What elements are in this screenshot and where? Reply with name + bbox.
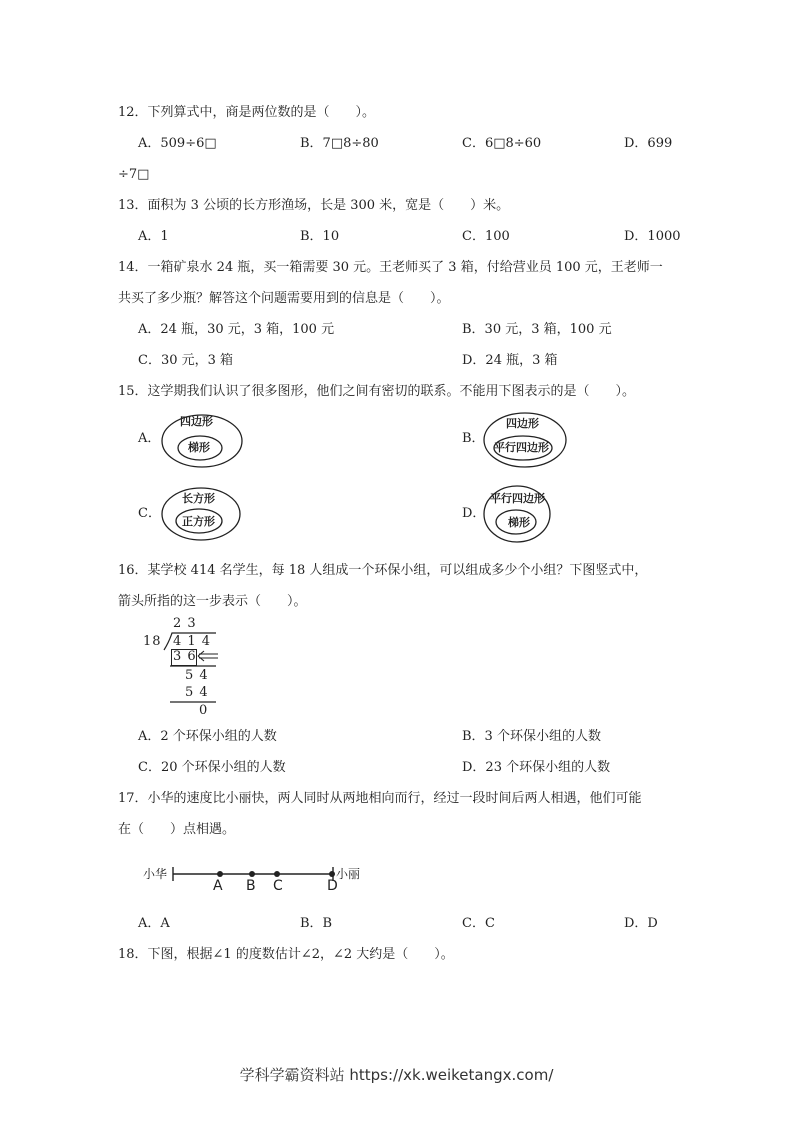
q17-stem-line2: 在（ ）点相遇。 (118, 822, 236, 837)
venn-a-outer-label: 四边形 (180, 415, 213, 428)
q15-option-b-label: B． (462, 431, 485, 446)
point-c-label: C (273, 878, 283, 894)
q17-option-b: B．B (300, 916, 333, 931)
q15-option-c-label: C． (138, 506, 161, 521)
q16-option-c: C．20 个环保小组的人数 (138, 760, 286, 775)
q17-option-c: C．C (462, 916, 495, 931)
q16-option-d: D．23 个环保小组的人数 (462, 760, 611, 775)
venn-d-outer-label: 平行四边形 (490, 492, 545, 505)
division-quotient: 2 3 (173, 616, 197, 631)
division-step2: 5 4 (185, 685, 209, 700)
q16-stem-line2: 箭头所指的这一步表示（ ）。 (118, 594, 307, 609)
point-a-label: A (213, 878, 223, 894)
left-name-label: 小华 (143, 867, 168, 881)
point-d-label: D (327, 878, 338, 894)
q14-option-d: D．24 瓶，3 箱 (462, 353, 558, 368)
q17-option-d: D．D (624, 916, 658, 931)
venn-a-inner-label: 梯形 (188, 441, 210, 454)
q16-stem-line1: 16．某学校 414 名学生，每 18 人组成一个环保小组，可以组成多少个小组？下图竖式中， (118, 563, 648, 578)
right-name-label: 小丽 (336, 867, 361, 881)
q15-stem: 15．这学期我们认识了很多图形，他们之间有密切的联系。不能用下图表示的是（ ）。 (118, 384, 636, 399)
q13-option-a: A．1 (138, 229, 169, 244)
venn-c-outer-label: 长方形 (182, 492, 215, 505)
q12-option-d: D．699 (624, 136, 673, 151)
q14-option-a: A．24 瓶，30 元，3 箱，100 元 (138, 322, 335, 337)
q14-option-c: C．30 元，3 箱 (138, 353, 234, 368)
q15-option-d-label: D． (462, 506, 486, 521)
q12-option-d-continued: ÷7□ (118, 167, 150, 182)
venn-d-inner-label: 梯形 (508, 516, 530, 529)
footer-watermark: 学科学霸资料站 https://xk.weiketangx.com/ (239, 1066, 554, 1084)
q15-option-a-label: A． (138, 431, 161, 446)
q16-option-a: A．2 个环保小组的人数 (138, 729, 277, 744)
division-dividend: 4 1 4 (173, 634, 212, 649)
q12-stem: 12．下列算式中，商是两位数的是（ ）。 (118, 105, 376, 120)
q17-stem-line1: 17．小华的速度比小丽快，两人同时从两地相向而行，经过一段时间后两人相遇，他们可能 (118, 791, 642, 806)
venn-c-inner-label: 正方形 (182, 515, 215, 528)
q13-option-c: C．100 (462, 229, 510, 244)
q12-option-c: C．6□8÷60 (462, 136, 542, 151)
division-step1: 3 6 (173, 649, 197, 664)
q12-option-a: A．509÷6□ (138, 136, 217, 151)
q13-option-d: D．1000 (624, 229, 681, 244)
q17-option-a: A．A (138, 916, 170, 931)
point-b-label: B (246, 878, 256, 894)
venn-b-outer-label: 四边形 (506, 417, 539, 430)
division-divisor: 18 (143, 634, 162, 649)
q16-option-b: B．3 个环保小组的人数 (462, 729, 601, 744)
q14-stem-line1: 14．一箱矿泉水 24 瓶，买一箱需要 30 元。王老师买了 3 箱，付给营业员 100 元，王老师一 (118, 260, 663, 275)
q14-option-b: B．30 元，3 箱，100 元 (462, 322, 612, 337)
q13-option-b: B．10 (300, 229, 340, 244)
q13-stem: 13．面积为 3 公顷的长方形渔场，长是 300 米，宽是（ ）米。 (118, 198, 510, 213)
q14-stem-line2: 共买了多少瓶？解答这个问题需要用到的信息是（ ）。 (118, 291, 450, 306)
left-arrow-icon (196, 650, 220, 662)
venn-b-inner-label: 平行四边形 (494, 441, 549, 454)
q12-option-b: B．7□8÷80 (300, 136, 379, 151)
q18-stem: 18．下图，根据∠1 的度数估计∠2，∠2 大约是（ ）。 (118, 947, 454, 962)
division-final: 0 (199, 703, 209, 718)
division-remainder: 5 4 (185, 668, 209, 683)
